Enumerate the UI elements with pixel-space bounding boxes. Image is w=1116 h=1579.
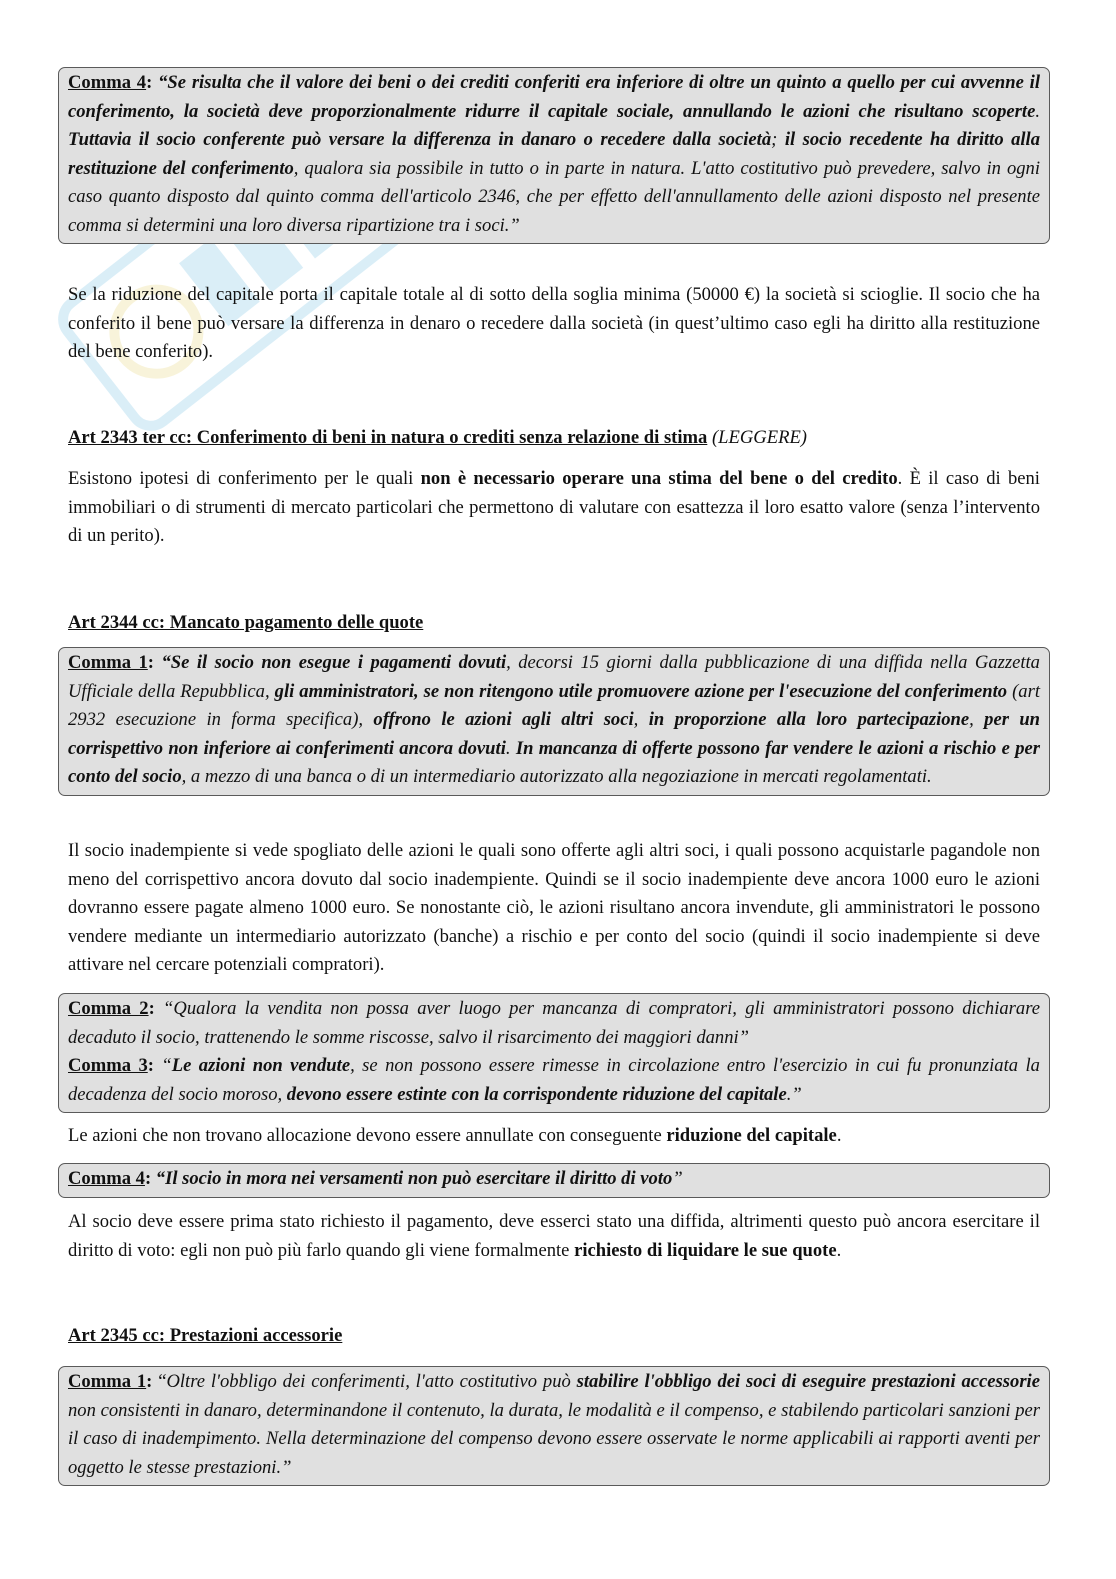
paragraph: Il socio inadempiente si vede spogliato delle azioni le quali sono offerte agli altri soci, i quali possono acquistarle pagandole non meno del corrispettivo ancora dovuto dal socio inadempiente. Quindi se il socio inadempiente deve ancora 1000 euro le azioni dovranno essere pagate almeno 1000 euro. Se nonostante ciò, le azioni risultano ancora invendute, gli amministratori le possono vendere mediante un intermediario autorizzato (banche) a rischio e per conto del socio (quindi il socio inadempiente si deve attivare nel cercare potenziali compratori).	[68, 840, 1040, 975]
quote-box-comma-1-prestazioni: Comma 1: “Oltre l'obbligo dei conferimenti, l'atto costitutivo può stabilire l'obbligo dei soci di eseguire prestazioni accessorie non consistenti in danaro, determinandone il contenuto, la durata, le modalità e il compenso, e stabilendo particolari sanzioni per il caso di inadempimento. Nella determinazione del compenso devono essere osservate le norme applicabili ai rapporti aventi per oggetto le stesse prestazioni.”	[58, 1366, 1050, 1486]
paragraph: Al socio deve essere prima stato richiesto il pagamento, deve esserci stato una diffida, altrimenti questo può ancora esercitare il diritto di voto: egli non può più farlo quando gli viene formalmente richiesto di liquidare le sue quote.	[68, 1211, 1040, 1261]
section-heading: Art 2343 ter cc: Conferimento di beni in natura o crediti senza relazione di stima (LEGGERE)	[68, 427, 807, 448]
comma-label: Comma 1	[68, 652, 148, 673]
comma-label: Comma 2	[68, 998, 149, 1019]
paragraph: Le azioni che non trovano allocazione devono essere annullate con conseguente riduzione del capitale.	[68, 1125, 842, 1146]
comma-label: Comma 1	[68, 1371, 147, 1392]
section-heading: Art 2345 cc: Prestazioni accessorie	[68, 1325, 343, 1346]
comma-label: Comma 4	[68, 1168, 145, 1189]
quote-box-comma-4-voto: Comma 4: “Il socio in mora nei versamenti non può esercitare il diritto di voto”	[58, 1163, 1050, 1198]
quote-box-comma-1: Comma 1: “Se il socio non esegue i pagamenti dovuti, decorsi 15 giorni dalla pubblicazione di una diffida nella Gazzetta Ufficiale della Repubblica, gli amministratori, se non ritengono utile promuovere azione per l'esecuzione del conferimento (art 2932 esecuzione in forma specifica), offrono le azioni agli altri soci, in proporzione alla loro partecipazione, per un corrispettivo non inferiore ai conferimenti ancora dovuti. In mancanza di offerte possono far vendere le azioni a rischio e per conto del socio, a mezzo di una banca o di un intermediario autorizzato alla negoziazione in mercati regolamentati.	[58, 647, 1050, 796]
comma-label: Comma 3	[68, 1055, 148, 1076]
section-heading: Art 2344 cc: Mancato pagamento delle quote	[68, 612, 424, 633]
paragraph: Esistono ipotesi di conferimento per le quali non è necessario operare una stima del bene o del credito. È il caso di beni immobiliari o di strumenti di mercato particolari che permettono di valutare con esattezza il loro esatto valore (senza l’intervento di un perito).	[68, 468, 1040, 546]
comma-label: Comma 4	[68, 72, 147, 93]
quote-box-comma-4: Comma 4: “Se risulta che il valore dei beni o dei crediti conferiti era inferiore di oltre un quinto a quello per cui avvenne il conferimento, la società deve proporzionalmente ridurre il capitale sociale, annullando le azioni che risultano scoperte. Tuttavia il socio conferente può versare la differenza in danaro o recedere dalla società; il socio recedente ha diritto alla restituzione del conferimento, qualora sia possibile in tutto o in parte in natura. L'atto costitutivo può prevedere, salvo in ogni caso quanto disposto dal quinto comma dell'articolo 2346, che per effetto dell'annullamento delle azioni disposto nel presente comma si determini una loro diversa ripartizione tra i soci.”	[58, 67, 1050, 244]
quote-box-comma-2-3: Comma 2: “Qualora la vendita non possa aver luogo per mancanza di compratori, gli amministratori possono dichiarare decaduto il socio, trattenendo le somme riscosse, salvo il risarcimento dei maggiori danni” Comma 3: “Le azioni non vendute, se non possono essere rimesse in circolazione entro l'esercizio in cui fu pronunziata la decadenza del socio moroso, devono essere estinte con la corrispondente riduzione del capitale.”	[58, 993, 1050, 1113]
paragraph: Se la riduzione del capitale porta il capitale totale al di sotto della soglia minima (50000 €) la società si scioglie. Il socio che ha conferito il bene può versare la differenza in denaro o recedere dalla società (in quest’ultimo caso egli ha diritto alla restituzione del bene conferito).	[68, 284, 1040, 362]
